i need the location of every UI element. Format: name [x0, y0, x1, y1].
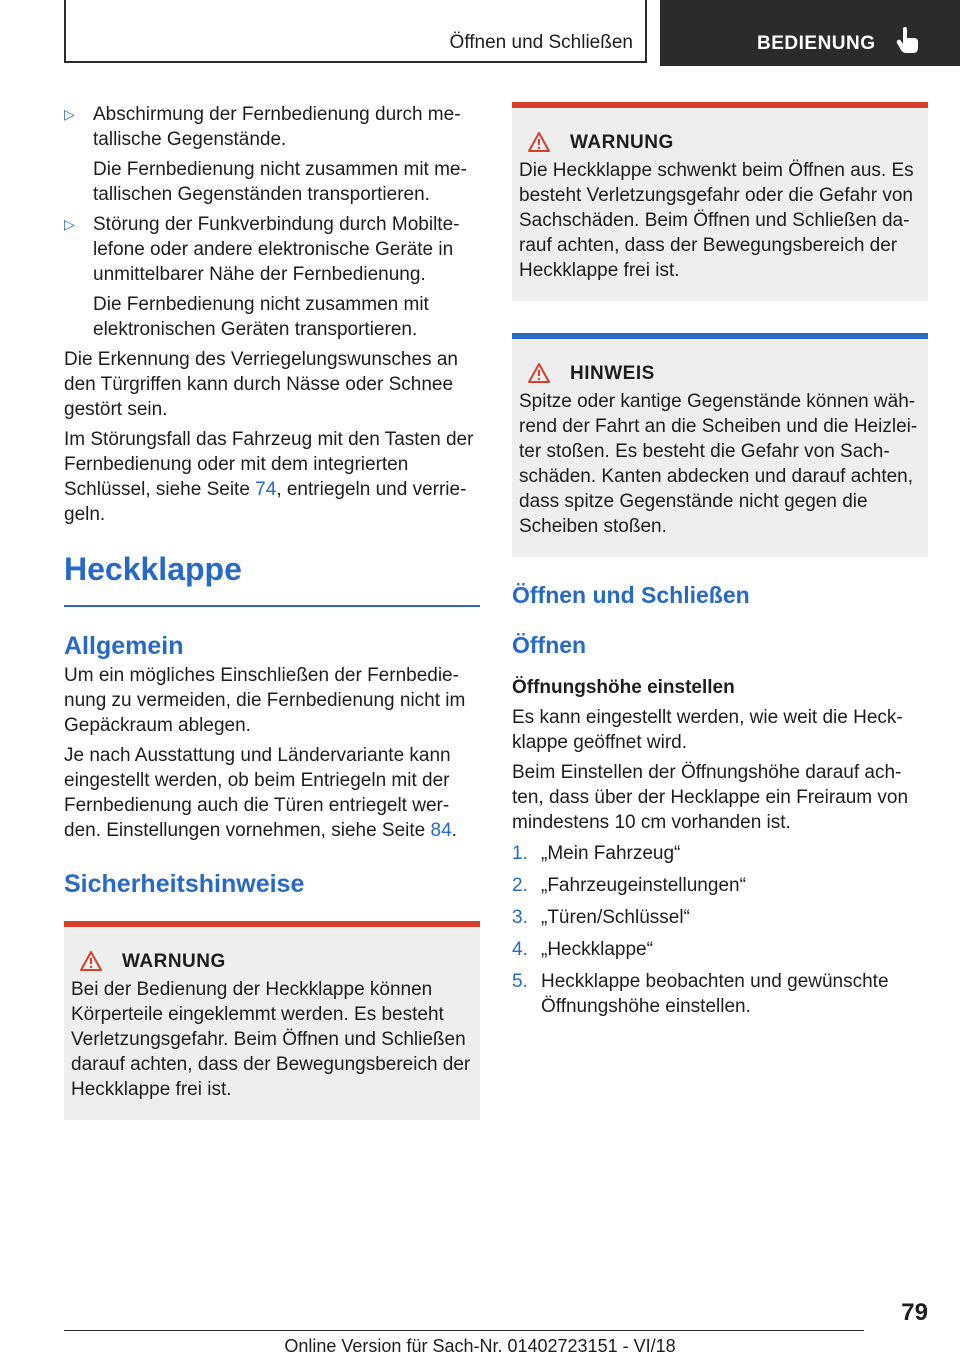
warning-text: Die Heckklappe schwenkt beim Öffnen aus. Es besteht Verletzungsgefahr oder die Gefahr von Sachschäden. Beim Öffnen und Schließen da-rauf achten, dass der Bewegungsbereich der Heckklappe frei ist. — [519, 160, 914, 281]
footer-divider — [64, 1330, 864, 1331]
subsubsection-heading: Öffnungshöhe einstellen — [512, 677, 735, 698]
heading-divider — [64, 605, 480, 607]
section-heading: Öffnen und Schließen — [512, 582, 750, 608]
warning-triangle-icon — [528, 363, 550, 383]
paragraph: Um ein mögliches Einschließen der Fernbedie-nung zu vermeiden, die Fernbedienung nicht im Gepäckraum ablegen. — [64, 665, 466, 736]
triangle-bullet-icon: ▷ — [64, 106, 75, 122]
left-column — [64, 102, 480, 1120]
footer-text: Online Version für Sach-Nr. 01402723151 - VI/18 — [284, 1336, 676, 1356]
list-item — [64, 102, 480, 207]
paragraph: Beim Einstellen der Öffnungshöhe darauf ach-ten, dass über der Hecklappe ein Freiraum von mindestens 10 cm vorhanden ist. — [512, 762, 909, 833]
list-item: 1. „Mein Fahrzeug“ — [512, 843, 681, 864]
chapter-tab — [660, 0, 960, 66]
section-header-box — [64, 0, 647, 63]
subsection-heading: Öffnen — [512, 632, 587, 658]
step-list — [512, 841, 928, 1019]
warning-title: WARNUNG — [122, 950, 226, 972]
warning-title: WARNUNG — [570, 131, 674, 153]
note-box — [512, 333, 928, 557]
list-item — [64, 212, 480, 342]
warning-triangle-icon — [80, 951, 102, 971]
paragraph: Es kann eingestellt werden, wie weit die Heck-klappe geöffnet wird. — [512, 707, 903, 753]
list-item: 5. Heckklappe beobachten und gewünschte Öffnungshöhe einstellen. — [512, 971, 889, 1017]
note-title: HINWEIS — [570, 362, 655, 384]
page-link[interactable]: 84 — [430, 820, 452, 841]
section-title: Öffnen und Schließen — [449, 32, 633, 53]
list-item: 3. „Türen/Schlüssel“ — [512, 907, 690, 928]
bullet-text: Abschirmung der Fernbedienung durch me-tallische Gegenstände. — [93, 104, 461, 150]
right-column — [512, 102, 928, 1026]
paragraph: Je nach Ausstattung und Ländervariante kann eingestellt werden, ob beim Entriegeln mit der Fernbedienung auch die Türen entriegelt wer-den. Einstellungen vornehmen, siehe Seite 84. — [64, 745, 457, 841]
warning-triangle-icon — [528, 132, 550, 152]
paragraph: Im Störungsfall das Fahrzeug mit den Tasten der Fernbedienung oder mit dem integrierten Schlüssel, siehe Seite 74, entriegeln und verrie-geln. — [64, 429, 474, 525]
subsection-heading: Sicherheitshinweise — [64, 870, 305, 898]
note-text: Spitze oder kantige Gegenstände können wäh-rend der Fahrt an die Scheiben und die Heizlei-ter stoßen. Es besteht die Gefahr von Sach-schäden. Kanten abdecken und darauf achten, dass spitze Gegenstände nicht gegen die Scheiben stoßen. — [519, 391, 918, 537]
bullet-subtext: Die Fernbedienung nicht zusammen mit me-tallischen Gegenständen transportieren. — [93, 159, 467, 205]
warning-box — [64, 921, 480, 1120]
warning-box — [512, 102, 928, 301]
bullet-text: Störung der Funkverbindung durch Mobilte-lefone oder andere elektronische Geräte in unmittelbarer Nähe der Fernbedienung. — [93, 214, 460, 285]
section-heading: Heckklappe — [64, 551, 242, 587]
page-link[interactable]: 74 — [255, 479, 277, 500]
warning-text: Bei der Bedienung der Heckklappe können Körperteile eingeklemmt werden. Es besteht Verletzungsgefahr. Beim Öffnen und Schließen darauf achten, dass der Bewegungsbereich der Heckklappe frei ist. — [71, 979, 471, 1100]
list-item: 2. „Fahrzeugeinstellungen“ — [512, 875, 746, 896]
bullet-subtext: Die Fernbedienung nicht zusammen mit elektronischen Geräten transportieren. — [93, 294, 429, 340]
paragraph: Die Erkennung des Verriegelungswunsches an den Türgriffen kann durch Nässe oder Schnee gestört sein. — [64, 349, 458, 420]
chapter-tab-label: BEDIENUNG — [757, 33, 876, 54]
hand-pointing-icon — [894, 26, 920, 54]
page-number: 79 — [901, 1299, 928, 1326]
triangle-bullet-icon: ▷ — [64, 216, 75, 232]
subsection-heading: Allgemein — [64, 632, 184, 660]
list-item: 4. „Heckklappe“ — [512, 939, 653, 960]
page-header — [0, 0, 960, 66]
